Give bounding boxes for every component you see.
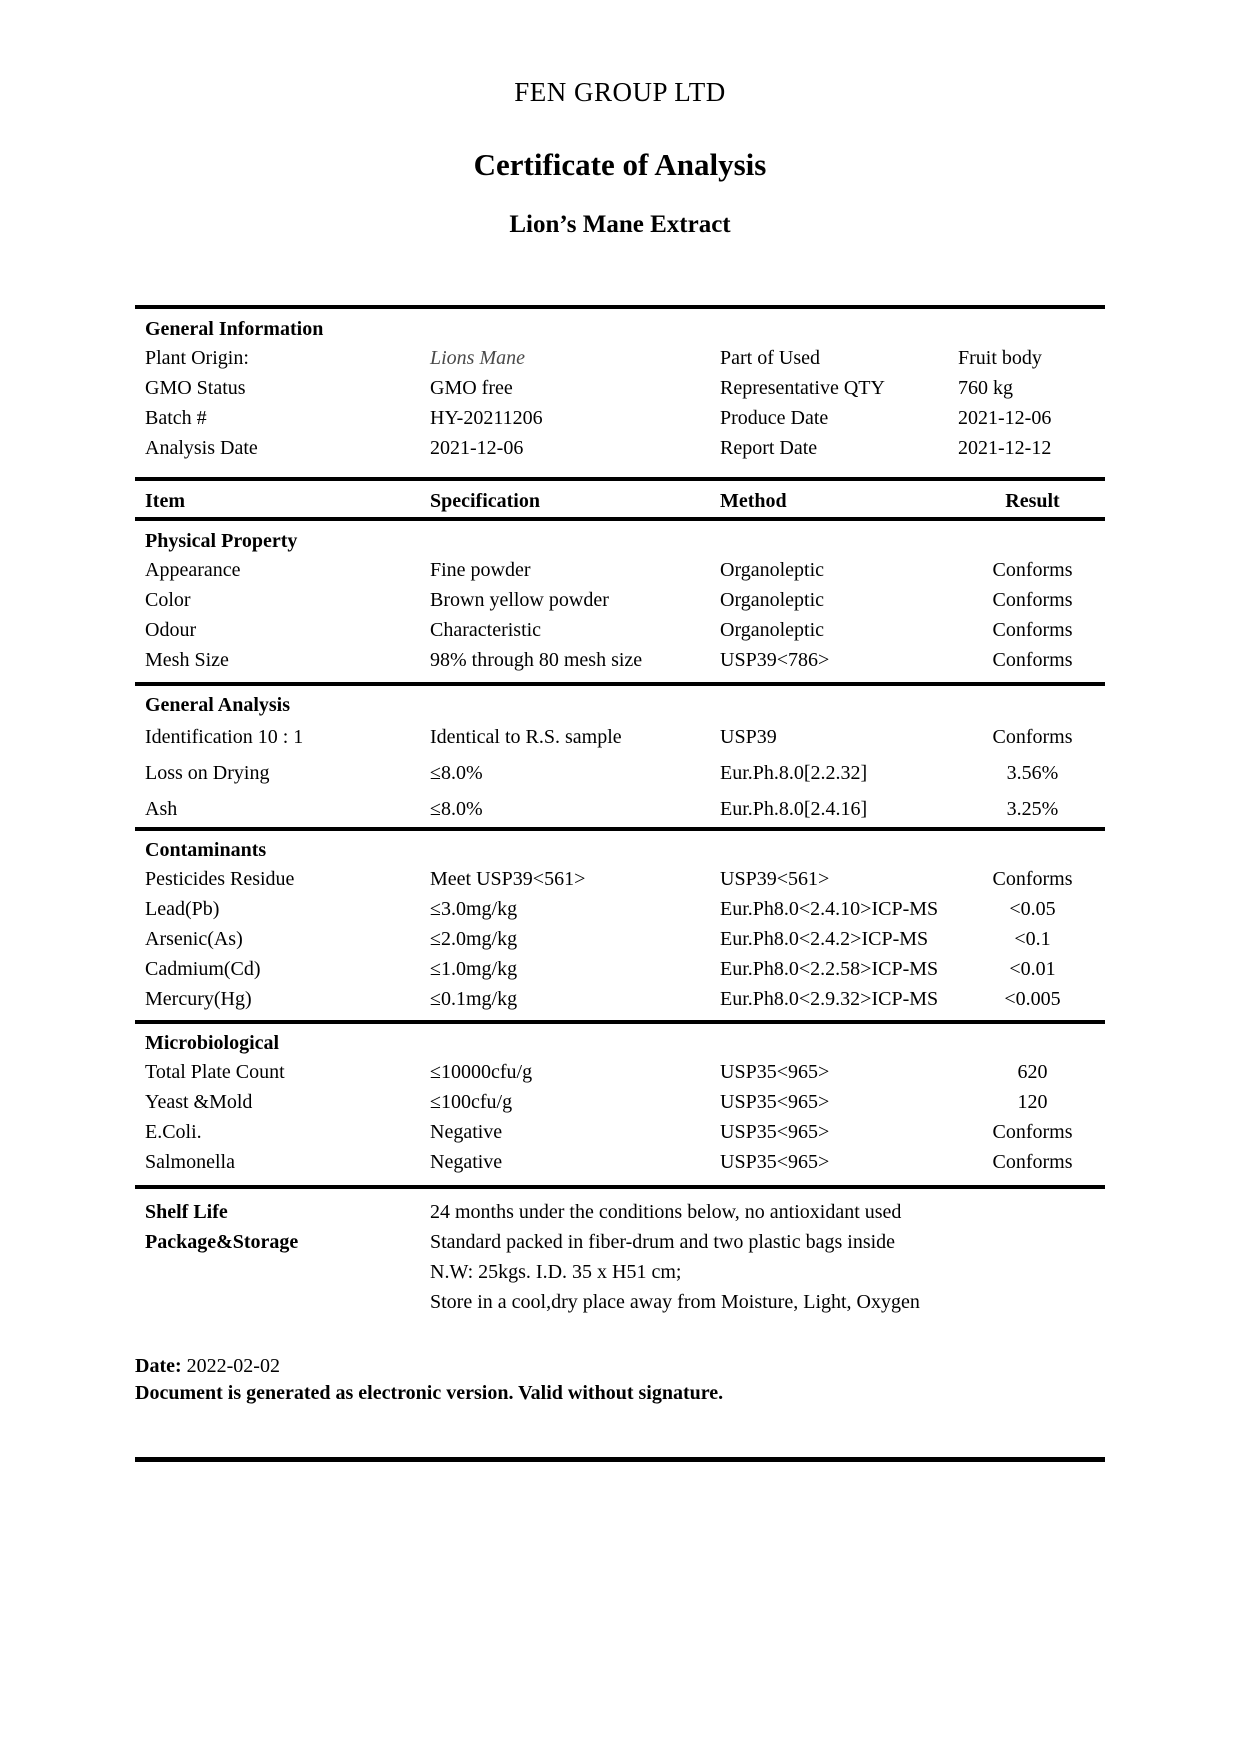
method-cell: Eur.Ph8.0<2.9.32>ICP-MS [720, 988, 939, 1010]
spec-cell: Brown yellow powder [430, 589, 609, 611]
method-cell: Organoleptic [720, 559, 825, 581]
section-heading: Physical Property [145, 530, 298, 552]
header-specification: Specification [430, 490, 540, 512]
info-label: Produce Date [720, 407, 829, 429]
result-cell: <0.05 [1009, 898, 1056, 920]
spec-cell: ≤8.0% [430, 762, 483, 784]
table-row [135, 1057, 1105, 1087]
info-value: Fruit body [958, 347, 1042, 369]
storage-line: Standard packed in fiber-drum and two plastic bags inside [430, 1231, 896, 1253]
spec-cell: Identical to R.S. sample [430, 726, 622, 748]
result-cell: 3.56% [1006, 762, 1059, 784]
general-info-row [135, 343, 1105, 373]
table-row [135, 1117, 1105, 1147]
storage-lines [430, 1227, 1105, 1317]
product-name: Lion’s Mane Extract [509, 211, 731, 238]
info-value: 2021-12-06 [430, 437, 524, 459]
info-label: GMO Status [145, 377, 246, 399]
item-cell: Mercury(Hg) [145, 988, 252, 1010]
method-cell: Eur.Ph.8.0[2.4.16] [720, 798, 868, 820]
spec-cell: ≤0.1mg/kg [430, 988, 518, 1010]
item-cell: Loss on Drying [145, 762, 270, 784]
result-cell: Conforms [992, 868, 1073, 890]
general-info-heading: General Information [145, 318, 324, 340]
table-row [135, 755, 1105, 791]
section-heading: Microbiological [145, 1032, 280, 1054]
document-footer [135, 1353, 1105, 1407]
item-cell: Yeast &Mold [145, 1091, 253, 1113]
result-cell: Conforms [992, 726, 1073, 748]
storage-line: N.W: 25kgs. I.D. 35 x H51 cm; [430, 1261, 682, 1283]
result-cell: Conforms [992, 559, 1073, 581]
table-row [135, 1087, 1105, 1117]
result-cell: Conforms [992, 1121, 1073, 1143]
method-cell: USP35<965> [720, 1091, 830, 1113]
table-row [135, 954, 1105, 984]
storage-line: 24 months under the conditions below, no antioxidant used [430, 1201, 902, 1223]
item-cell: Salmonella [145, 1151, 235, 1173]
table-header-row [135, 477, 1105, 521]
table-row [135, 719, 1105, 755]
result-cell: 120 [1017, 1091, 1048, 1113]
method-cell: Organoleptic [720, 619, 825, 641]
method-cell: Eur.Ph8.0<2.4.2>ICP-MS [720, 928, 929, 950]
item-cell: E.Coli. [145, 1121, 202, 1143]
table-sections [135, 521, 1105, 1185]
result-cell: <0.1 [1014, 928, 1051, 950]
result-cell: 620 [1017, 1061, 1048, 1083]
info-value: HY-20211206 [430, 407, 543, 429]
general-info-section [135, 305, 1105, 477]
info-value: 760 kg [958, 377, 1013, 399]
date-line [135, 1353, 1105, 1380]
section-rows [135, 1057, 1105, 1185]
document-content [135, 0, 1105, 1462]
footer-note: Document is generated as electronic version. Valid without signature. [135, 1382, 724, 1404]
item-cell: Cadmium(Cd) [145, 958, 261, 980]
table-row [135, 645, 1105, 675]
spec-cell: ≤2.0mg/kg [430, 928, 518, 950]
coa-table [135, 305, 1105, 1323]
storage-row [135, 1197, 1105, 1227]
info-label: Part of Used [720, 347, 820, 369]
item-cell: Mesh Size [145, 649, 229, 671]
info-value: 2021-12-12 [958, 437, 1052, 459]
table-row [135, 894, 1105, 924]
storage-label: Shelf Life [145, 1201, 228, 1223]
document-title: Certificate of Analysis [473, 147, 767, 182]
info-label: Representative QTY [720, 377, 885, 399]
info-label: Report Date [720, 437, 818, 459]
spec-cell: ≤10000cfu/g [430, 1061, 533, 1083]
table-row [135, 555, 1105, 585]
method-cell: Eur.Ph8.0<2.4.10>ICP-MS [720, 898, 939, 920]
table-section [135, 682, 1105, 827]
method-cell: Eur.Ph.8.0[2.2.32] [720, 762, 868, 784]
storage-line: Store in a cool,dry place away from Moisture, Light, Oxygen [430, 1291, 920, 1313]
table-row [135, 924, 1105, 954]
item-cell: Color [145, 589, 191, 611]
method-cell: USP35<965> [720, 1061, 830, 1083]
item-cell: Total Plate Count [145, 1061, 285, 1083]
general-info-row [135, 433, 1105, 463]
item-cell: Arsenic(As) [145, 928, 243, 950]
result-cell: Conforms [992, 1151, 1073, 1173]
info-label: Batch # [145, 407, 207, 429]
company-name: FEN GROUP LTD [514, 77, 726, 107]
spec-cell: ≤3.0mg/kg [430, 898, 518, 920]
result-cell: <0.005 [1004, 988, 1061, 1010]
table-row [135, 585, 1105, 615]
section-heading: General Analysis [145, 694, 291, 716]
table-row [135, 615, 1105, 645]
section-rows [135, 864, 1105, 1020]
method-cell: USP39<786> [720, 649, 830, 671]
result-cell: <0.01 [1009, 958, 1056, 980]
info-label: Plant Origin: [145, 347, 249, 369]
info-value: Lions Mane [430, 347, 525, 369]
header-result: Result [1005, 490, 1060, 512]
spec-cell: ≤100cfu/g [430, 1091, 513, 1113]
storage-section [135, 1185, 1105, 1323]
spec-cell: Characteristic [430, 619, 542, 641]
table-row [135, 984, 1105, 1014]
method-cell: Eur.Ph8.0<2.2.58>ICP-MS [720, 958, 939, 980]
result-cell: Conforms [992, 589, 1073, 611]
spec-cell: Meet USP39<561> [430, 868, 586, 890]
item-cell: Pesticides Residue [145, 868, 295, 890]
spec-cell: ≤8.0% [430, 798, 483, 820]
item-cell: Appearance [145, 559, 241, 581]
general-info-row [135, 403, 1105, 433]
result-cell: Conforms [992, 619, 1073, 641]
info-value: 2021-12-06 [958, 407, 1052, 429]
method-cell: USP35<965> [720, 1151, 830, 1173]
table-section [135, 827, 1105, 1020]
item-cell: Identification 10 : 1 [145, 726, 304, 748]
table-row [135, 864, 1105, 894]
spec-cell: Fine powder [430, 559, 531, 581]
section-rows [135, 719, 1105, 827]
spec-cell: Negative [430, 1151, 503, 1173]
method-cell: USP39 [720, 726, 777, 748]
info-value: GMO free [430, 377, 513, 399]
spec-cell: 98% through 80 mesh size [430, 649, 643, 671]
date-value: 2022-02-02 [186, 1355, 280, 1377]
section-heading: Contaminants [145, 839, 267, 861]
bottom-rule [135, 1457, 1105, 1462]
method-cell: USP39<561> [720, 868, 830, 890]
date-label: Date: [135, 1355, 182, 1377]
table-section [135, 1020, 1105, 1185]
table-row [135, 791, 1105, 827]
method-cell: Organoleptic [720, 589, 825, 611]
storage-label: Package&Storage [145, 1231, 299, 1253]
item-cell: Lead(Pb) [145, 898, 220, 920]
storage-row [135, 1227, 1105, 1317]
result-cell: 3.25% [1006, 798, 1059, 820]
item-cell: Odour [145, 619, 197, 641]
header-method: Method [720, 490, 787, 512]
table-row [135, 1147, 1105, 1177]
result-cell: Conforms [992, 649, 1073, 671]
table-section [135, 521, 1105, 682]
general-info-rows [135, 343, 1105, 477]
method-cell: USP35<965> [720, 1121, 830, 1143]
spec-cell: Negative [430, 1121, 503, 1143]
spec-cell: ≤1.0mg/kg [430, 958, 518, 980]
general-info-row [135, 373, 1105, 403]
storage-lines [430, 1197, 1105, 1227]
section-rows [135, 555, 1105, 682]
item-cell: Ash [145, 798, 178, 820]
info-label: Analysis Date [145, 437, 258, 459]
header-item: Item [145, 490, 185, 512]
